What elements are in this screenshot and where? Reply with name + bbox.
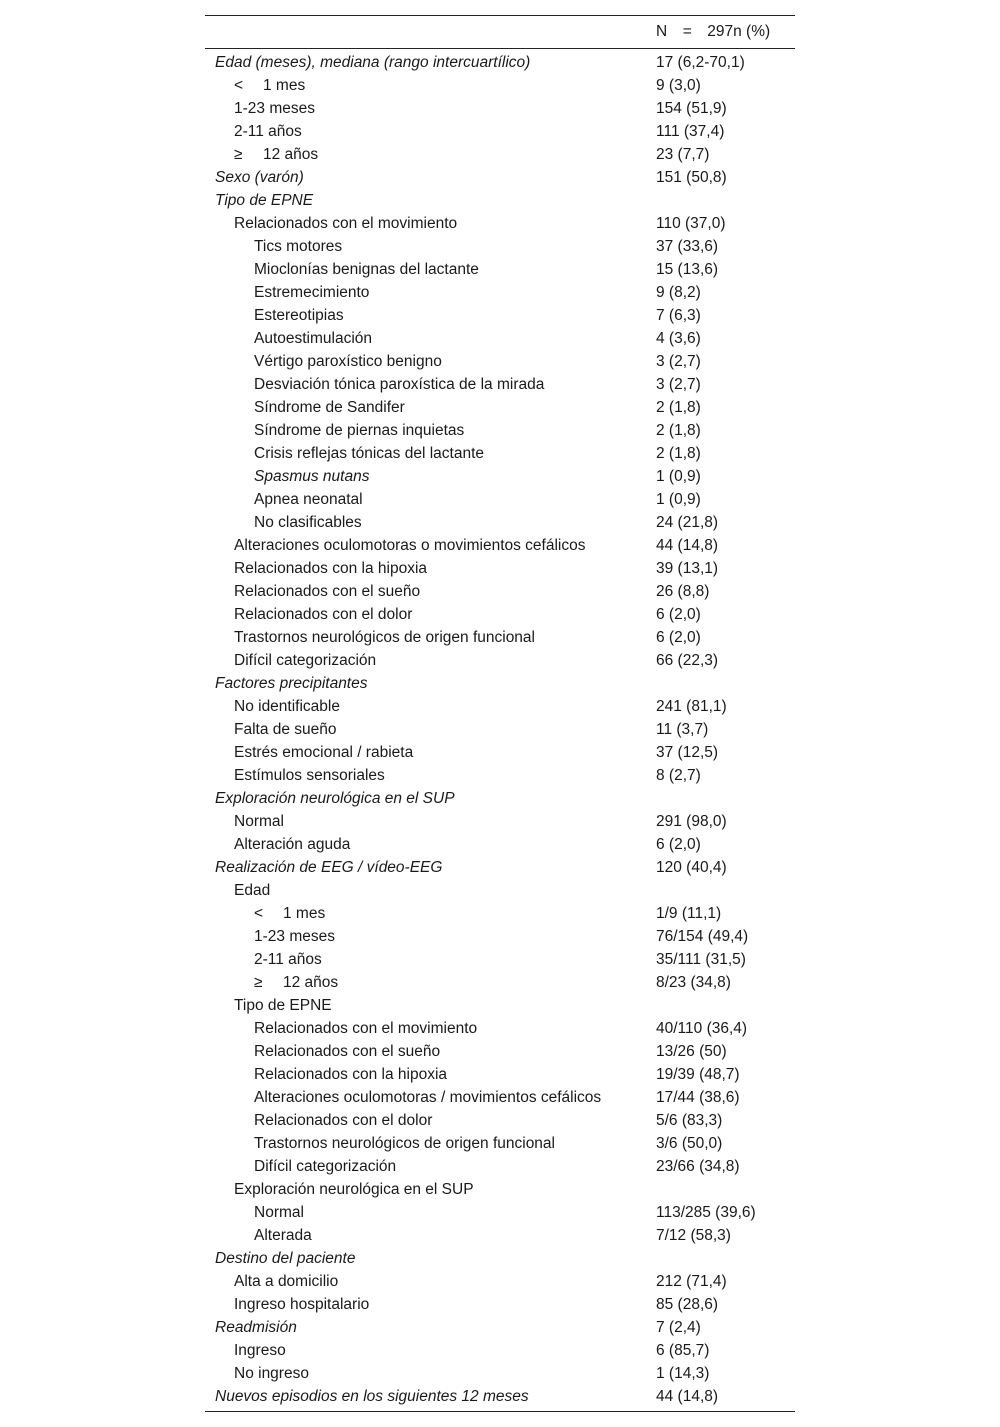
row-label — [234, 810, 284, 833]
table-row — [205, 649, 795, 672]
row-label-text: Difícil categorización — [254, 1158, 397, 1175]
row-label — [254, 1155, 396, 1178]
row-value: 76/154 (49,4) — [656, 928, 749, 945]
table-row — [205, 51, 795, 74]
table-bottom-rule — [205, 1411, 795, 1412]
row-label-text: Alteración aguda — [234, 836, 351, 853]
row-value: 2 (1,8) — [656, 399, 701, 416]
row-label — [254, 488, 363, 511]
row-value: 24 (21,8) — [656, 514, 719, 531]
row-value: 19/39 (48,7) — [656, 1066, 740, 1083]
row-label-text: Trastornos neurológicos de origen funcional — [234, 629, 535, 646]
row-label-text: Síndrome de Sandifer — [254, 399, 405, 416]
row-label-text: Estrés emocional / rabieta — [234, 744, 414, 761]
row-label-text: Tipo de EPNE — [215, 192, 314, 209]
row-label — [234, 557, 427, 580]
row-label — [215, 166, 304, 189]
row-value: 11 (3,7) — [656, 721, 709, 738]
row-label-text: Falta de sueño — [234, 721, 337, 738]
row-label-text: Edad — [234, 882, 271, 899]
row-label-text: 1-23 meses — [254, 928, 335, 945]
row-label — [234, 1293, 369, 1316]
table-row — [205, 143, 795, 166]
row-label — [254, 948, 322, 971]
row-value: 2 (1,8) — [656, 422, 701, 439]
row-value: 7 (6,3) — [656, 307, 701, 324]
row-label-text: Tipo de EPNE — [234, 997, 332, 1014]
row-label-text: Relacionados con la hipoxia — [254, 1066, 448, 1083]
row-value: 3 (2,7) — [656, 353, 701, 370]
row-label — [254, 396, 405, 419]
table-row — [205, 488, 795, 511]
row-label-text: 2-11 años — [234, 123, 302, 140]
table-row — [205, 442, 795, 465]
row-label — [254, 1040, 440, 1063]
row-value: 291 (98,0) — [656, 813, 727, 830]
row-value: 5/6 (83,3) — [656, 1112, 723, 1129]
table-row — [205, 1155, 795, 1178]
row-label — [215, 1385, 529, 1408]
data-table — [205, 15, 795, 1412]
table-header-row — [205, 16, 795, 48]
table-row — [205, 856, 795, 879]
table-row — [205, 1201, 795, 1224]
table-row — [205, 1339, 795, 1362]
row-value: 3 (2,7) — [656, 376, 701, 393]
row-label — [254, 971, 338, 994]
table-row — [205, 1017, 795, 1040]
table-row — [205, 1063, 795, 1086]
row-value: 2 (1,8) — [656, 445, 701, 462]
table-row — [205, 718, 795, 741]
row-value: 7 (2,4) — [656, 1319, 701, 1336]
row-label-text: Factores precipitantes — [215, 675, 368, 692]
row-label-text: No ingreso — [234, 1365, 309, 1382]
row-label-text: Realización de EEG / vídeo-EEG — [215, 859, 443, 876]
row-value: 37 (12,5) — [656, 744, 719, 761]
table-row — [205, 787, 795, 810]
row-value: 23 (7,7) — [656, 146, 710, 163]
table-row — [205, 1178, 795, 1201]
row-label — [254, 419, 464, 442]
row-label-text: Relacionados con el dolor — [254, 1112, 433, 1129]
row-label — [234, 718, 337, 741]
row-label — [254, 350, 442, 373]
row-label — [215, 1247, 355, 1270]
row-value: 8/23 (34,8) — [656, 974, 731, 991]
table-row — [205, 465, 795, 488]
row-label-text: Edad (meses), mediana (rango intercuartílico) — [215, 54, 531, 71]
row-value: 241 (81,1) — [656, 698, 727, 715]
row-value: 110 (37,0) — [656, 215, 726, 232]
table-row — [205, 1132, 795, 1155]
table-body — [205, 49, 795, 1411]
row-label-text: Autoestimulación — [254, 330, 373, 347]
row-label-text: Síndrome de piernas inquietas — [254, 422, 465, 439]
row-value: 44 (14,8) — [656, 1388, 719, 1405]
row-label-text: 1-23 meses — [234, 100, 315, 117]
row-label — [254, 327, 372, 350]
table-row — [205, 258, 795, 281]
row-label — [234, 833, 350, 856]
row-label-text: Destino del paciente — [215, 1250, 356, 1267]
row-label — [234, 120, 302, 143]
row-label-text: Alta a domicilio — [234, 1273, 339, 1290]
row-label — [254, 1109, 432, 1132]
row-label — [215, 787, 455, 810]
row-value: 6 (2,0) — [656, 606, 701, 623]
row-value: 6 (2,0) — [656, 629, 701, 646]
table-row — [205, 1040, 795, 1063]
row-label — [234, 212, 457, 235]
row-value: 23/66 (34,8) — [656, 1158, 740, 1175]
table-row — [205, 327, 795, 350]
table-row — [205, 833, 795, 856]
row-label — [254, 1132, 555, 1155]
row-label-text: Vértigo paroxístico benigno — [254, 353, 442, 370]
row-label — [234, 97, 315, 120]
table-row — [205, 764, 795, 787]
row-value: 85 (28,6) — [656, 1296, 719, 1313]
row-value: 39 (13,1) — [656, 560, 719, 577]
table-row — [205, 810, 795, 833]
row-label-text: 12 años — [263, 146, 319, 163]
table-row — [205, 1270, 795, 1293]
row-label — [234, 603, 412, 626]
row-value: 6 (85,7) — [656, 1342, 710, 1359]
row-value: 35/111 (31,5) — [656, 951, 746, 968]
row-label-text: Apnea neonatal — [254, 491, 363, 508]
row-value: 26 (8,8) — [656, 583, 710, 600]
row-label-text: Exploración neurológica en el SUP — [215, 790, 455, 807]
row-value: 13/26 (50) — [656, 1043, 727, 1060]
row-label-text: 1 mes — [283, 905, 326, 922]
table-row — [205, 741, 795, 764]
row-label-text: 12 años — [283, 974, 339, 991]
header-value-column: N = 297n (%) — [656, 23, 771, 40]
row-label — [215, 1316, 297, 1339]
row-label-text: Spasmus nutans — [254, 468, 370, 485]
row-label-text: Alteraciones oculomotoras o movimientos cefálicos — [234, 537, 586, 554]
table-row — [205, 994, 795, 1017]
row-label — [254, 1201, 304, 1224]
row-value: 9 (3,0) — [656, 77, 701, 94]
row-label — [215, 51, 530, 74]
table-row — [205, 925, 795, 948]
row-label-text: Tics motores — [254, 238, 343, 255]
row-label-text: Estereotipias — [254, 307, 344, 324]
table-row — [205, 1385, 795, 1408]
row-value: 120 (40,4) — [656, 859, 727, 876]
table-row — [205, 1086, 795, 1109]
row-value: 44 (14,8) — [656, 537, 719, 554]
row-value: 113/285 (39,6) — [656, 1204, 756, 1221]
row-value: 1 (0,9) — [656, 468, 701, 485]
table-row — [205, 189, 795, 212]
comparison-symbol: ≥ — [234, 146, 243, 163]
row-label — [254, 235, 342, 258]
row-label-text: Mioclonías benignas del lactante — [254, 261, 479, 278]
row-label — [254, 373, 544, 396]
row-label — [254, 304, 344, 327]
table-row — [205, 1362, 795, 1385]
row-value: 66 (22,3) — [656, 652, 719, 669]
row-label-text: Relacionados con el movimiento — [234, 215, 458, 232]
row-label — [254, 442, 484, 465]
row-label — [254, 281, 369, 304]
row-value: 111 (37,4) — [656, 123, 725, 140]
row-label-text: 1 mes — [263, 77, 306, 94]
row-label — [215, 672, 368, 695]
row-value: 8 (2,7) — [656, 767, 701, 784]
table-row — [205, 1224, 795, 1247]
table-row — [205, 672, 795, 695]
table-row — [205, 350, 795, 373]
table-row — [205, 281, 795, 304]
row-value: 1 (0,9) — [656, 491, 701, 508]
row-label-text: Relacionados con el movimiento — [254, 1020, 478, 1037]
row-label — [234, 143, 318, 166]
row-label — [234, 1339, 286, 1362]
table-row — [205, 235, 795, 258]
table-row — [205, 534, 795, 557]
table-row — [205, 419, 795, 442]
row-label — [254, 902, 325, 925]
table-row — [205, 212, 795, 235]
row-label — [234, 1178, 474, 1201]
row-label — [215, 856, 442, 879]
table-row — [205, 902, 795, 925]
row-label — [234, 580, 420, 603]
row-value: 17 (6,2-70,1) — [656, 54, 745, 71]
table-row — [205, 304, 795, 327]
row-label — [234, 741, 413, 764]
row-label-text: No identificable — [234, 698, 340, 715]
table-row — [205, 74, 795, 97]
table-row — [205, 1247, 795, 1270]
row-label — [234, 649, 376, 672]
row-label-text: Ingreso hospitalario — [234, 1296, 370, 1313]
table-row — [205, 626, 795, 649]
row-label — [215, 189, 313, 212]
table-row — [205, 971, 795, 994]
table-row — [205, 879, 795, 902]
table-row — [205, 120, 795, 143]
row-label-text: Estímulos sensoriales — [234, 767, 385, 784]
table-row — [205, 1293, 795, 1316]
table-row — [205, 97, 795, 120]
table-row — [205, 396, 795, 419]
row-label — [234, 764, 385, 787]
row-label-text: Relacionados con la hipoxia — [234, 560, 428, 577]
row-label — [254, 1086, 601, 1109]
row-label — [234, 626, 535, 649]
row-label-text: Trastornos neurológicos de origen funcional — [254, 1135, 555, 1152]
table-row — [205, 1109, 795, 1132]
row-value: 3/6 (50,0) — [656, 1135, 723, 1152]
row-value: 9 (8,2) — [656, 284, 701, 301]
table-row — [205, 695, 795, 718]
row-value: 6 (2,0) — [656, 836, 701, 853]
row-label — [234, 534, 586, 557]
row-label — [234, 1270, 338, 1293]
row-label-text: Sexo (varón) — [215, 169, 304, 186]
row-value: 1 (14,3) — [656, 1365, 710, 1382]
row-label-text: Relacionados con el sueño — [254, 1043, 441, 1060]
row-label — [254, 511, 362, 534]
row-label-text: Ingreso — [234, 1342, 286, 1359]
row-label-text: Alterada — [254, 1227, 312, 1244]
row-label-text: Exploración neurológica en el SUP — [234, 1181, 474, 1198]
row-value: 212 (71,4) — [656, 1273, 727, 1290]
comparison-symbol: < — [234, 77, 244, 94]
row-value: 7/12 (58,3) — [656, 1227, 731, 1244]
row-label-text: Relacionados con el sueño — [234, 583, 421, 600]
row-label-text: Nuevos episodios en los siguientes 12 meses — [215, 1388, 529, 1405]
row-label-text: Estremecimiento — [254, 284, 370, 301]
row-value: 1/9 (11,1) — [656, 905, 722, 922]
row-label-text: Relacionados con el dolor — [234, 606, 413, 623]
row-label — [254, 1224, 312, 1247]
row-label — [234, 994, 332, 1017]
row-label-text: Crisis reflejas tónicas del lactante — [254, 445, 485, 462]
row-label — [254, 465, 369, 488]
row-value: 40/110 (36,4) — [656, 1020, 748, 1037]
table-row — [205, 166, 795, 189]
row-label — [234, 1362, 309, 1385]
row-value: 15 (13,6) — [656, 261, 719, 278]
row-label — [234, 879, 270, 902]
table-row — [205, 580, 795, 603]
row-label — [234, 74, 305, 97]
row-label — [254, 1063, 447, 1086]
row-label — [254, 925, 335, 948]
row-value: 151 (50,8) — [656, 169, 727, 186]
row-label-text: Alteraciones oculomotoras / movimientos cefálicos — [254, 1089, 602, 1106]
table-row — [205, 511, 795, 534]
row-value: 4 (3,6) — [656, 330, 701, 347]
row-label-text: Normal — [254, 1204, 304, 1221]
row-value: 37 (33,6) — [656, 238, 719, 255]
comparison-symbol: ≥ — [254, 974, 263, 991]
row-label-text: No clasificables — [254, 514, 362, 531]
row-label-text: Desviación tónica paroxística de la mirada — [254, 376, 545, 393]
row-value: 154 (51,9) — [656, 100, 727, 117]
row-label — [234, 695, 340, 718]
row-label — [254, 258, 479, 281]
row-label-text: Readmisión — [215, 1319, 297, 1336]
row-label-text: 2-11 años — [254, 951, 322, 968]
table-row — [205, 1316, 795, 1339]
table-row — [205, 373, 795, 396]
table-row — [205, 948, 795, 971]
row-label — [254, 1017, 477, 1040]
table-row — [205, 557, 795, 580]
row-label-text: Normal — [234, 813, 284, 830]
table-row — [205, 603, 795, 626]
row-label-text: Difícil categorización — [234, 652, 377, 669]
row-value: 17/44 (38,6) — [656, 1089, 740, 1106]
comparison-symbol: < — [254, 905, 264, 922]
